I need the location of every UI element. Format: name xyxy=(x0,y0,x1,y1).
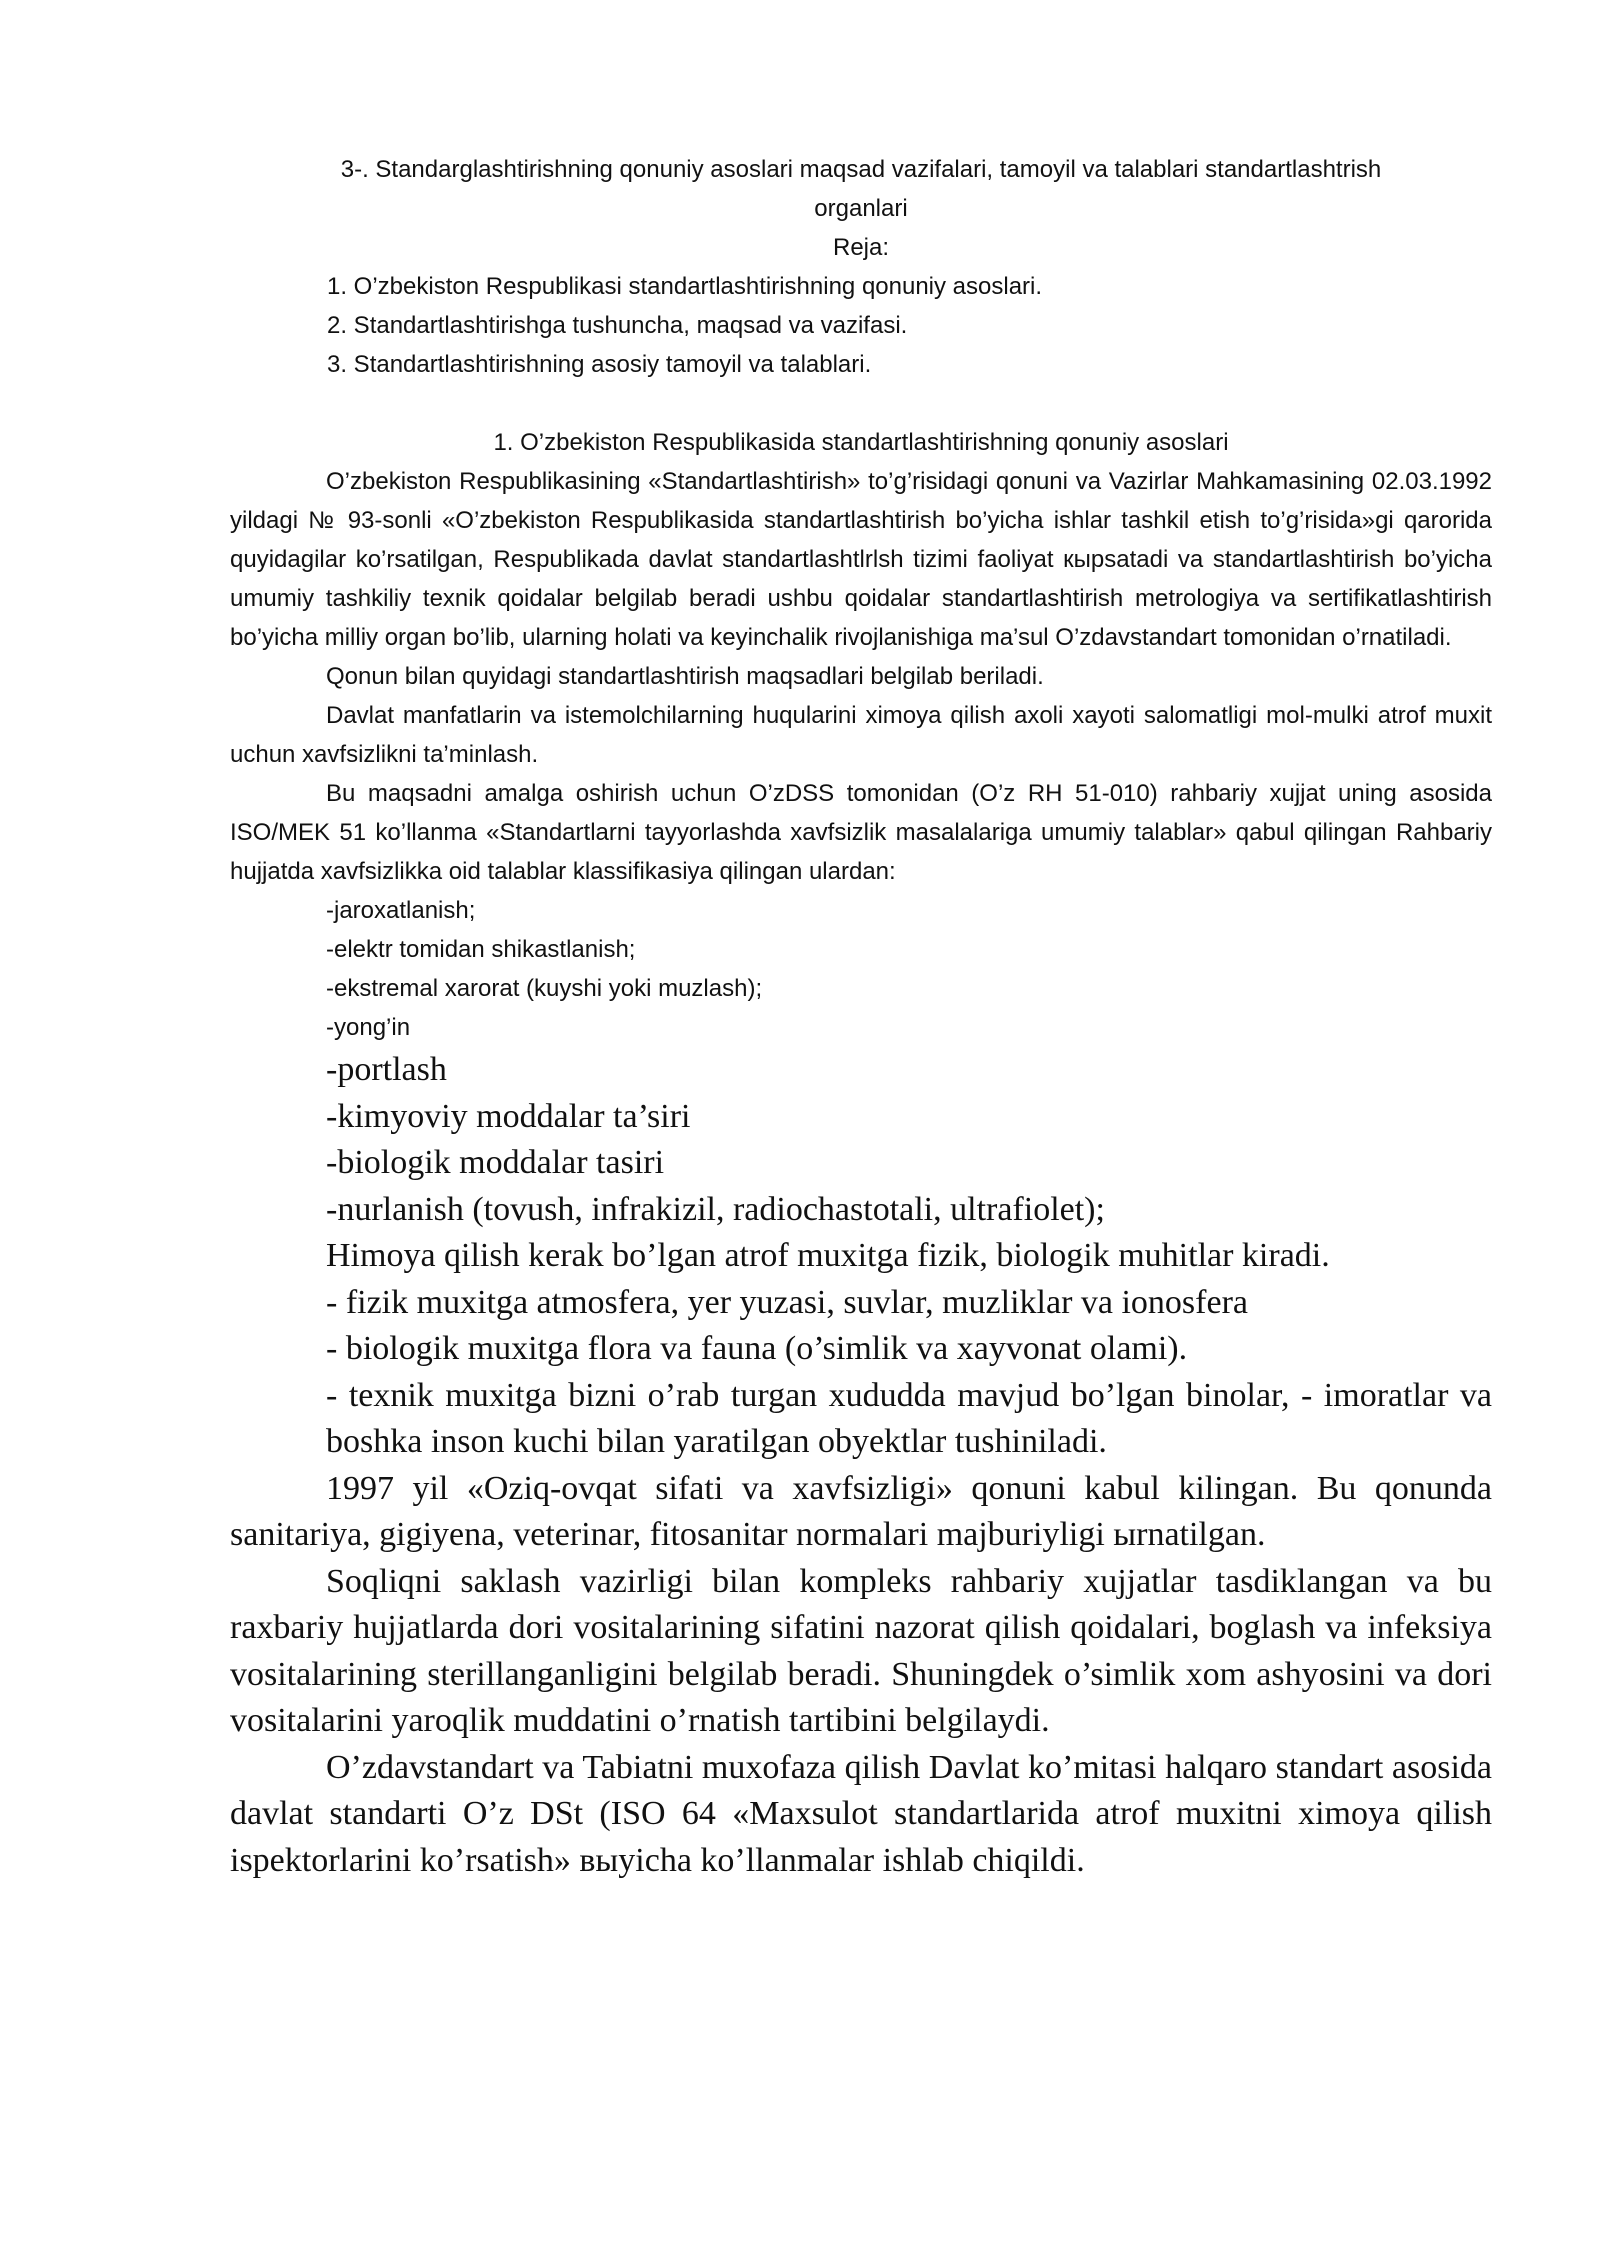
list-item: - biologik muxitga flora va fauna (o’simlik va xayvonat olami). xyxy=(326,1330,1188,1367)
list-item: -elektr tomidan shikastlanish; xyxy=(326,936,636,963)
list-item: Himoya qilish kerak bo’lgan atrof muxitga fizik, biologik muhitlar kiradi. xyxy=(326,1237,1330,1274)
plan-item: 2. Standartlashtirishga tushuncha, maqsad va vazifasi. xyxy=(327,312,908,339)
list-item: -kimyoviy moddalar ta’siri xyxy=(326,1097,691,1135)
document-title xyxy=(230,150,1492,267)
list-item: - texnik muxitga bizni o’rab turgan xududda mavjud bo’lgan binolar, - imoratlar va boshka inson kuchi bilan yaratilgan obyektlar tushiniladi. xyxy=(326,1376,1492,1460)
list-item: - fizik muxitga atmosfera, yer yuzasi, suvlar, muzliklar va ionosfera xyxy=(326,1283,1248,1321)
title-line-1: 3-. Standarglashtirishning qonuniy asoslari maqsad vazifalari, tamoyil va talablari standartlashtrish xyxy=(340,156,1382,183)
list-item: -biologik moddalar tasiri xyxy=(326,1144,665,1181)
plan-label: Reja: xyxy=(832,234,890,261)
list-item: -nurlanish (tovush, infrakizil, radiochastotali, ultrafiolet); xyxy=(326,1190,1105,1228)
paragraph: O’zdavstandart va Tabiatni muxofaza qilish Davlat ko’mitasi halqaro standart asosida davlat standarti O’z DSt (ISO 64 «Maxsulot standartlarida atrof muxitni ximoya qilish ispektorlarini ko’rsatish» выyicha ko’llanmalar ishlab chiqildi. xyxy=(230,1748,1492,1879)
plan-list xyxy=(230,267,1492,384)
title-line-2: organlari xyxy=(814,195,908,222)
list-item: -jaroxatlanish; xyxy=(326,897,476,924)
hazard-list xyxy=(230,891,1492,1047)
list-item: -yong’in xyxy=(326,1014,411,1041)
paragraph: Soqliqni saklash vazirligi bilan kompleks rahbariy xujjatlar tasdiklangan va bu raxbariy hujjatlarda dori vositalarining sifatini nazorat qilish qoidalari, boglash va infeksiya vositalarining sterillanganligini belgilab beradi. Shuningdek o’simlik xom ashyosini va dori vositalarini yaroqlik muddatini o’rnatish tartibini belgilaydi. xyxy=(230,1562,1492,1739)
plan-item: 3. Standartlashtirishning asosiy tamoyil va talablari. xyxy=(327,351,872,378)
list-item: -portlash xyxy=(326,1051,447,1088)
section-heading: 1. O’zbekiston Respublikasida standartlashtirishning qonuniy asoslari xyxy=(493,429,1229,456)
paragraph: Bu maqsadni amalga oshirish uchun O’zDSS tomonidan (O’z RH 51-010) rahbariy xujjat uning asosida ISO/MEK 51 ko’llanma «Standartlarni tayyorlashda xavfsizlik masalalariga umumiy talablar» qabul qilingan Rahbariy hujjatda xavfsizlikka oid talablar klassifikasiya qilingan ulardan: xyxy=(230,780,1492,885)
hazard-list-continued xyxy=(230,1047,1492,1466)
paragraph: Davlat manfatlarin va istemolchilarning huqularini ximoya qilish axoli xayoti salomatligi mol-mulki atrof muxit uchun xavfsizlikni ta’minlash. xyxy=(230,702,1492,768)
paragraph: O’zbekiston Respublikasining «Standartlashtirish» to’g’risidagi qonuni va Vazirlar Mahkamasining 02.03.1992 yildagi № 93-sonli «O’zbekiston Respublikasida standartlashtirish bo’yicha ishlar tashkil etish to’g’risida»gi qarorida quyidagilar ko’rsatilgan, Respublikada davlat standartlashtlrlsh tizimi faoliyat кырsatadi va standartlashtirish bo’yicha umumiy tashkiliy texnik qoidalar belgilab beradi ushbu qoidalar standartlashtirish metrologiya va sertifikatlashtirish bo’yicha milliy organ bo’lib, ularning holati va keyinchalik rivojlanishiga ma’sul O’zdavstandart tomonidan o’rnatiladi. xyxy=(230,468,1492,651)
plan-item: 1. O’zbekiston Respublikasi standartlashtirishning qonuniy asoslari. xyxy=(327,273,1043,300)
list-item: -ekstremal xarorat (kuyshi yoki muzlash); xyxy=(326,975,763,1002)
paragraph: Qonun bilan quyidagi standartlashtirish maqsadlari belgilab beriladi. xyxy=(326,663,1044,690)
spacer xyxy=(230,384,1492,423)
document-page xyxy=(230,150,1492,1884)
paragraph: 1997 yil «Oziq-ovqat sifati va xavfsizligi» qonuni kabul kilingan. Bu qonunda sanitariya, gigiyena, veterinar, fitosanitar normalari majburiyligi ыrnatilgan. xyxy=(230,1469,1492,1553)
